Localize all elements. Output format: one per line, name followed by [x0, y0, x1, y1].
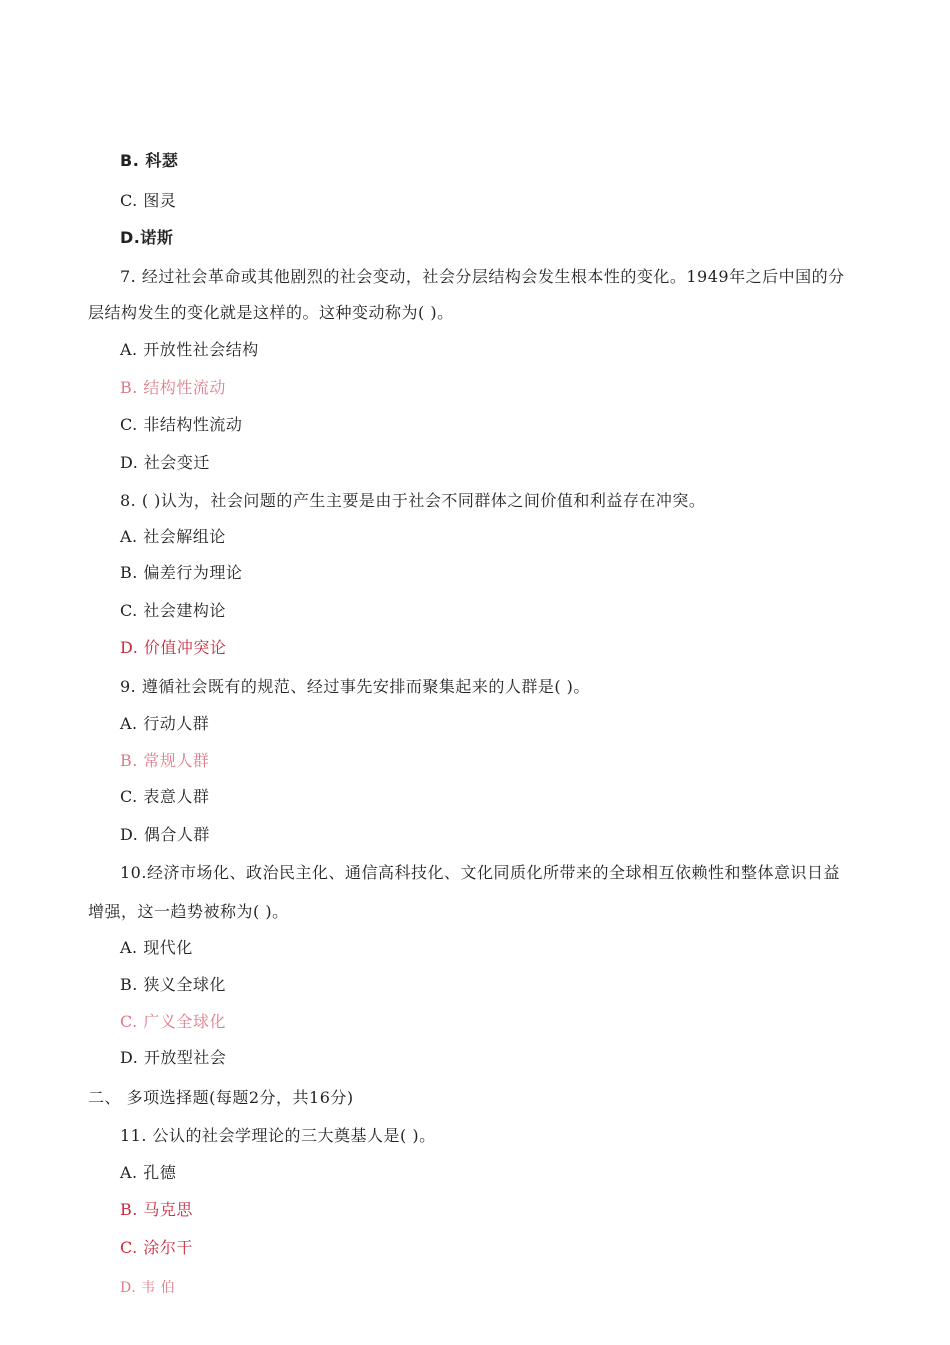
q7-option-d: D. 社会变迁 — [120, 453, 210, 472]
q7-option-b-answer: B. 结构性流动 — [120, 378, 226, 397]
q7-stem-line2: 层结构发生的变化就是这样的。这种变动称为( )。 — [88, 303, 454, 322]
q11-stem: 11. 公认的社会学理论的三大奠基人是( )。 — [120, 1126, 436, 1145]
q11-option-b-answer: B. 马克思 — [120, 1200, 193, 1219]
q8-option-b: B. 偏差行为理论 — [120, 563, 243, 582]
q7-option-a: A. 开放性社会结构 — [120, 340, 259, 359]
q6-option-d: D.诺斯 — [120, 228, 174, 247]
q8-option-c: C. 社会建构论 — [120, 601, 226, 620]
q10-stem-line2: 增强，这一趋势被称为( )。 — [88, 902, 289, 921]
q8-option-d-answer: D. 价值冲突论 — [120, 638, 227, 657]
q10-option-b: B. 狭义全球化 — [120, 975, 226, 994]
q10-option-d: D. 开放型社会 — [120, 1048, 227, 1067]
q8-option-a: A. 社会解组论 — [120, 527, 226, 546]
q9-option-d: D. 偶合人群 — [120, 825, 210, 844]
q7-stem-line1: 7. 经过社会革命或其他剧烈的社会变动，社会分层结构会发生根本性的变化。1949年之后中国的分 — [120, 267, 845, 286]
q11-option-a: A. 孔德 — [120, 1163, 177, 1182]
q11-option-c-answer: C. 涂尔干 — [120, 1238, 193, 1257]
q9-option-c: C. 表意人群 — [120, 787, 210, 806]
q8-stem: 8. ( )认为，社会问题的产生主要是由于社会不同群体之间价值和利益存在冲突。 — [120, 491, 706, 510]
q10-option-c-answer: C. 广义全球化 — [120, 1012, 226, 1031]
q10-stem-line1: 10.经济市场化、政治民主化、通信高科技化、文化同质化所带来的全球相互依赖性和整体意识日益 — [120, 863, 840, 882]
q11-option-d-answer: D. 韦 伯 — [120, 1280, 176, 1296]
q9-stem: 9. 遵循社会既有的规范、经过事先安排而聚集起来的人群是( )。 — [120, 677, 590, 696]
q9-option-a: A. 行动人群 — [120, 714, 210, 733]
q6-option-c: C. 图灵 — [120, 191, 177, 210]
section2-heading: 二、 多项选择题(每题2分，共16分) — [88, 1088, 354, 1107]
q10-option-a: A. 现代化 — [120, 938, 193, 957]
q6-option-b: B. 科瑟 — [120, 151, 179, 170]
q7-option-c: C. 非结构性流动 — [120, 415, 243, 434]
q9-option-b-answer: B. 常规人群 — [120, 751, 210, 770]
